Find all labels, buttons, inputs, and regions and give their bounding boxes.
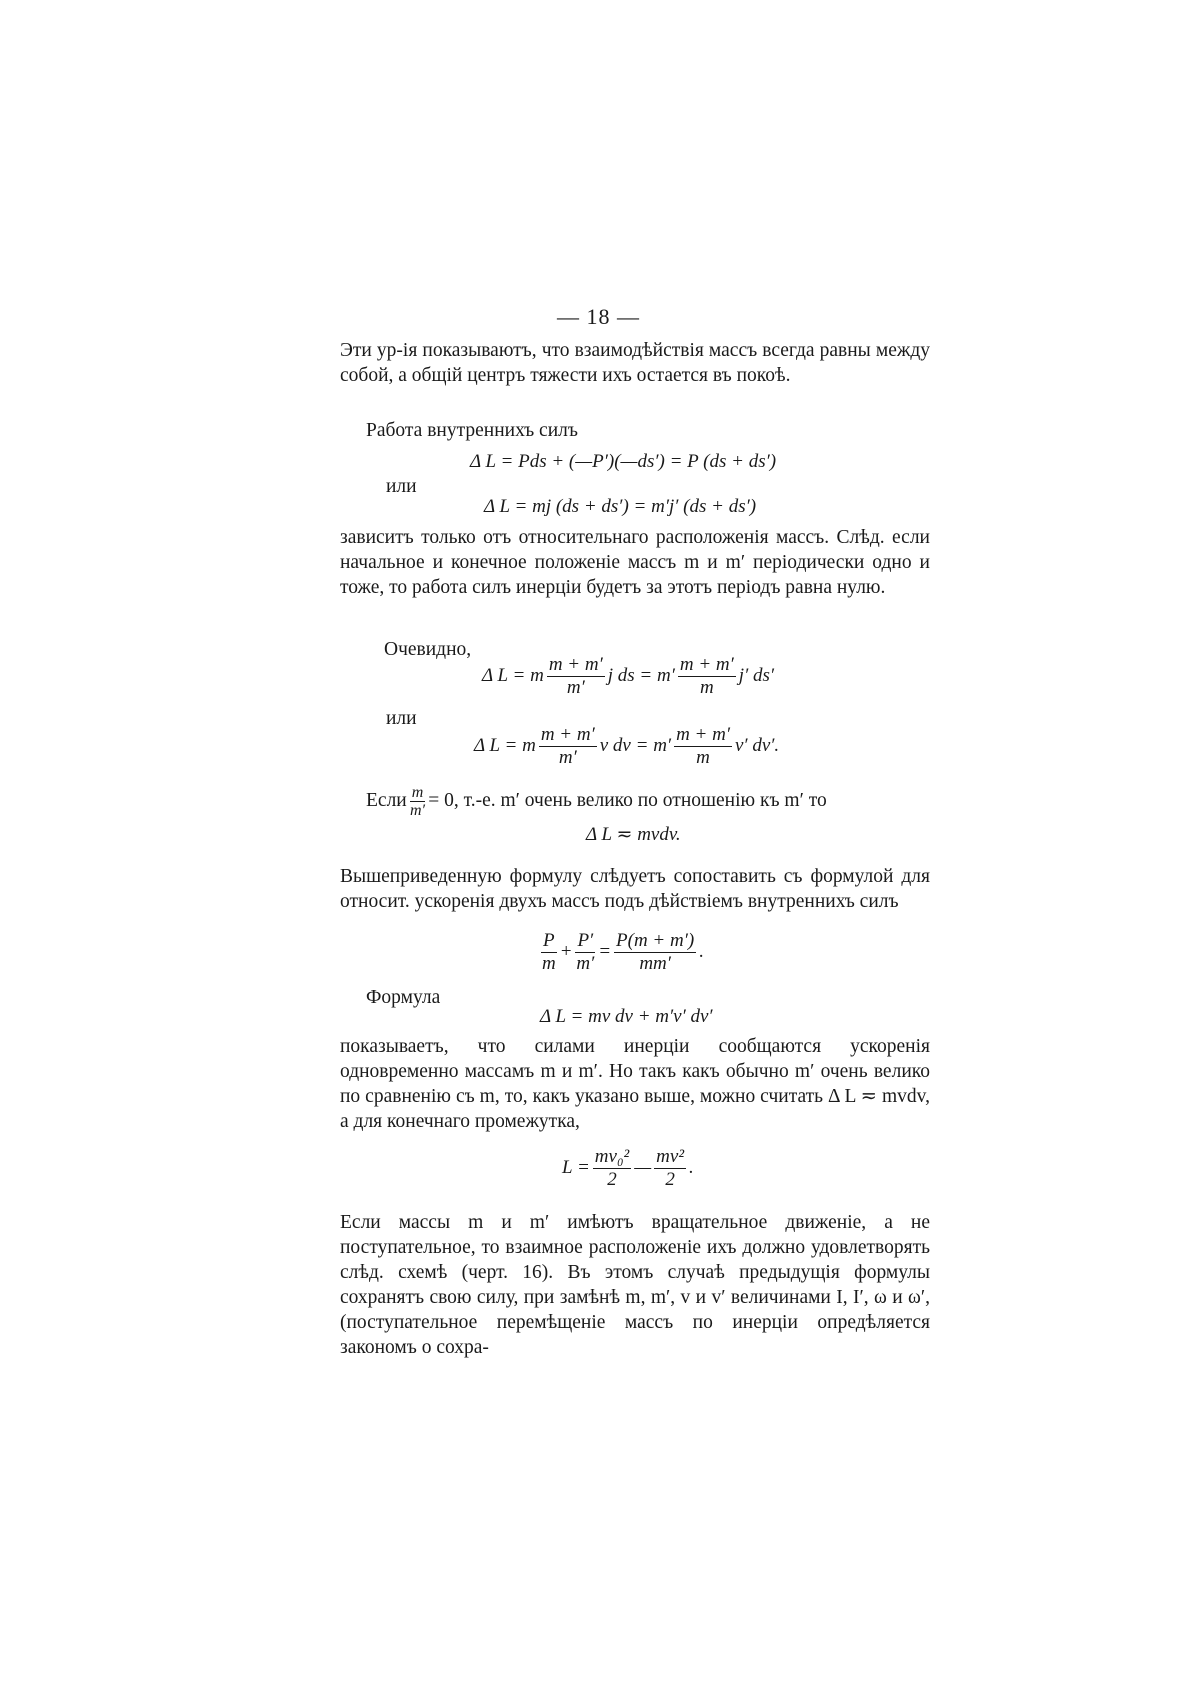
eq6-f3-den: mm′: [639, 953, 671, 974]
paragraph-2: зависитъ только отъ относительнаго расположенія массъ. Слѣд. если начальное и конечное положеніе массъ m и m′ періодически одно и тоже, то работа силъ инерціи будетъ за этотъ періодъ равна нулю.: [340, 527, 930, 598]
or-label-2: или: [386, 708, 417, 729]
work-intro: Работа внутреннихъ силъ: [366, 420, 578, 441]
equation-3: [482, 654, 774, 699]
paragraph-5: Если массы m и m′ имѣютъ вращательное движеніе, а не поступательное, то взаимное расположеніе ихъ должно удовлетворять слѣд. схемѣ (черт. 16). Въ этомъ случаѣ предыдущія формулы сохранятъ свою силу, при замѣнѣ m, m′, v и v′ величинами I, I′, ω и ω′, (поступательное перемѣщеніе массъ по инерціи опредѣляется закономъ о сохра-: [340, 1212, 930, 1358]
eq6-fraction-1: [541, 930, 557, 975]
equation-4: [474, 724, 779, 769]
equation-1: Δ L = Pds + (—P′)(—ds′) = P (ds + ds′): [470, 451, 777, 472]
eq6-f2-den: m′: [576, 953, 595, 974]
eq8-lhs: L =: [562, 1156, 590, 1178]
eq6-f2-num: P′: [577, 930, 594, 951]
eq4-frac1-num: m + m′: [540, 724, 595, 745]
eq8-end: .: [689, 1156, 694, 1178]
eq8-f1-den: 2: [607, 1169, 617, 1190]
eq8-minus: —: [634, 1156, 652, 1178]
eq4-fraction-2: [674, 724, 732, 769]
eq4-frac1-den: m′: [558, 747, 577, 768]
eq6-fraction-3: [614, 930, 696, 975]
eq3-frac2-den: m: [699, 677, 714, 698]
eq3-mid: j ds = m′: [607, 664, 675, 686]
equation-6: [538, 930, 704, 975]
eq8-f2-num: mv²: [656, 1146, 685, 1167]
paragraph-1: Эти ур-ія показываютъ, что взаимодѣйствія массъ всегда равны между собой, а общій центръ тяжести ихъ остается въ покоѣ.: [340, 340, 930, 386]
eq4-frac2-num: m + m′: [676, 724, 730, 745]
eq8-fraction-1: [593, 1146, 631, 1191]
if-rest: = 0, т.-е. m′ очень велико по отношенію къ m′ то: [428, 789, 827, 811]
eq6-eqsign: =: [598, 940, 612, 962]
if-frac-den: m′: [409, 802, 426, 819]
page-number: — 18 —: [557, 304, 640, 329]
paragraph-3: Вышеприведенную формулу слѣдуетъ сопоставить съ формулой для относит. ускоренія двухъ массъ подъ дѣйствіемъ внутреннихъ силъ: [340, 866, 930, 912]
formula-label: Формула: [366, 987, 441, 1008]
eq4-frac2-den: m: [696, 747, 710, 768]
eq3-lhs: Δ L = m: [482, 664, 544, 686]
equation-8: [562, 1146, 694, 1191]
eq4-tail: v′ dv′.: [735, 734, 780, 756]
eq4-mid: v dv = m′: [599, 734, 672, 756]
eq3-tail: j′ ds′: [738, 664, 775, 686]
or-label-1: или: [386, 476, 417, 497]
eq4-lhs: Δ L = m: [474, 734, 536, 756]
if-line: [366, 784, 827, 819]
eq8-f1-num: mv₀²: [594, 1146, 630, 1167]
eq6-f1-num: P: [543, 930, 555, 951]
eq3-frac1-num: m + m′: [548, 654, 603, 675]
eq6-plus: +: [559, 940, 573, 962]
eq8-fraction-2: [654, 1146, 686, 1191]
eq8-f2-den: 2: [665, 1169, 675, 1190]
eq6-f3-num: P(m + m′): [616, 930, 695, 951]
eq3-frac1-den: m′: [566, 677, 585, 698]
if-frac-num: m: [411, 784, 424, 801]
eq3-frac2-num: m + m′: [679, 654, 734, 675]
if-fraction: [410, 784, 426, 819]
eq3-fraction-1: [547, 654, 605, 699]
eq4-fraction-1: [539, 724, 597, 769]
equation-7: Δ L = mv dv + m′v′ dv′: [540, 1006, 713, 1027]
eq6-fraction-2: [575, 930, 595, 975]
eq3-fraction-2: [678, 654, 736, 699]
obviously-label: Очевидно,: [384, 639, 472, 660]
if-start: Если: [366, 789, 407, 811]
equation-5: Δ L ≂ mvdv.: [586, 824, 681, 845]
paragraph-4: показываетъ, что силами инерціи сообщаются ускоренія одновременно массамъ m и m′. Но такъ какъ обычно m′ очень велико по сравненію съ m, то, какъ указано выше, можно считать Δ L ≂ mvdv, а для конечнаго промежутка,: [340, 1036, 930, 1132]
eq6-end: .: [699, 940, 704, 962]
equation-2: Δ L = mj (ds + ds′) = m′j′ (ds + ds′): [484, 496, 757, 517]
eq6-f1-den: m: [541, 953, 556, 974]
